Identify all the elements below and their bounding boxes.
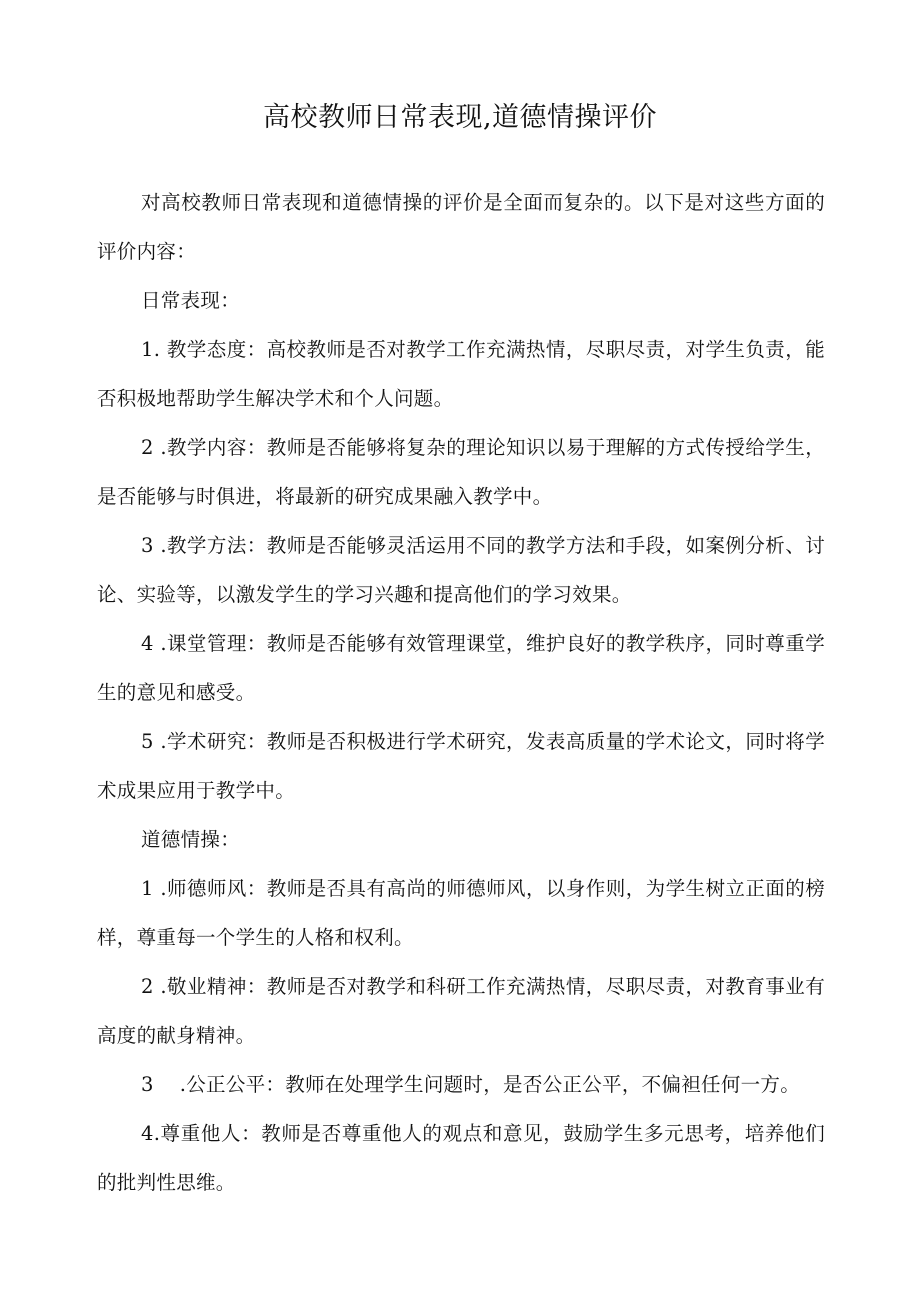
ethics-heading: 道德情操： [141, 828, 241, 851]
daily-item-2: 2 .教学内容：教师是否能够将复杂的理论知识以易于理解的方式传授给学生，是否能够与时俱进，将最新的研究成果融入教学中。 [97, 436, 825, 508]
ethics-item-1: 1 .师德师风：教师是否具有高尚的师德师风，以身作则，为学生树立正面的榜样，尊重每一个学生的人格和权利。 [97, 877, 825, 949]
ethics-item-2: 2 .敬业精神：教师是否对教学和科研工作充满热情，尽职尽责，对教育事业有高度的献身精神。 [97, 975, 825, 1047]
daily-heading: 日常表现： [141, 289, 241, 312]
daily-item-4: 4 .课堂管理：教师是否能够有效管理课堂，维护良好的教学秩序，同时尊重学生的意见和感受。 [97, 632, 825, 704]
ethics-item-4: 4.尊重他人：教师是否尊重他人的观点和意见，鼓励学生多元思考，培养他们的批判性思维。 [97, 1122, 825, 1194]
ethics-item-3-number: 3 [141, 1073, 154, 1096]
document-body [97, 178, 825, 1207]
daily-item-5: 5 .学术研究：教师是否积极进行学术研究，发表高质量的学术论文，同时将学术成果应用于教学中。 [97, 730, 825, 802]
intro-paragraph: 对高校教师日常表现和道德情操的评价是全面而复杂的。以下是对这些方面的评价内容： [97, 191, 825, 263]
document-title: 高校教师日常表现,道德情操评价 [262, 102, 658, 133]
daily-item-1: 1. 教学态度：高校教师是否对教学工作充满热情，尽职尽责，对学生负责，能否积极地帮助学生解决学术和个人问题。 [97, 338, 825, 410]
ethics-item-3 [97, 1060, 825, 1109]
daily-item-3: 3 .教学方法：教师是否能够灵活运用不同的教学方法和手段，如案例分析、讨论、实验等，以激发学生的学习兴趣和提高他们的学习效果。 [97, 534, 825, 606]
ethics-item-3-text: .公正公平：教师在处理学生问题时，是否公正公平，不偏袒任何一方。 [179, 1073, 801, 1096]
